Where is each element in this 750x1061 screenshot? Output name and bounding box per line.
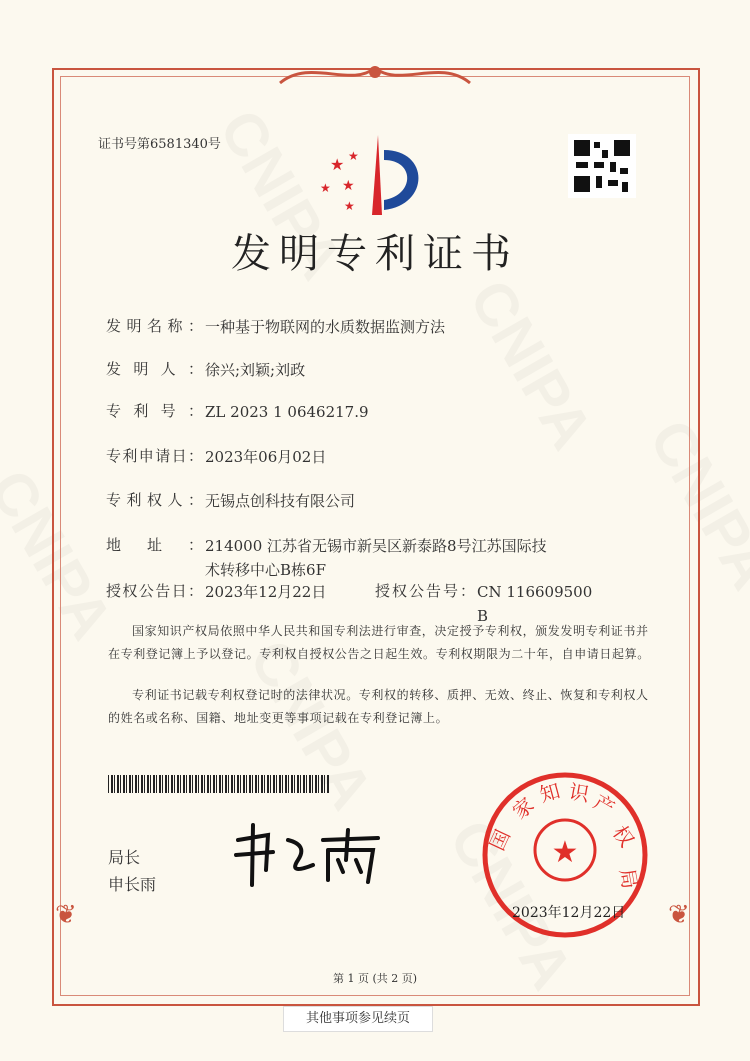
director-name: 申长雨 (108, 875, 157, 894)
svg-text:国: 国 (484, 825, 515, 855)
svg-text:知: 知 (537, 778, 563, 807)
svg-text:产: 产 (589, 789, 619, 821)
field-grant-date: 授权公告日： 2023年12月22日 授权公告号： CN 116609500 B (106, 582, 593, 625)
field-patent-number: 专利号： ZL 2023 1 0646217.9 (106, 402, 369, 421)
barcode (108, 775, 330, 793)
svg-text:★: ★ (330, 155, 345, 174)
certificate-title: 发明专利证书 (231, 231, 519, 277)
top-ornament (270, 58, 480, 94)
field-invention-name: 发明名称： 一种基于物联网的水质数据监测方法 (106, 317, 446, 336)
svg-text:识: 识 (567, 779, 591, 807)
field-inventors: 发明人： 徐兴;刘颖;刘政 (106, 360, 306, 379)
field-address: 地址： 214000 江苏省无锡市新吴区新泰路8号江苏国际技术转移中心B栋6F (106, 536, 547, 579)
seal-date: 2023年12月22日 (512, 905, 626, 921)
legal-paragraph: 专利证书记载专利权登记时的法律状况。专利权的转移、质押、无效、终止、恢复和专利权人的姓名或名称、国籍、地址变更等事项记载在专利登记簿上。 (108, 688, 649, 725)
director-title: 局长 (108, 848, 141, 867)
qr-code (568, 134, 636, 198)
svg-text:★: ★ (344, 199, 355, 213)
field-filing-date: 专利申请日： 2023年06月02日 (106, 447, 327, 466)
svg-text:权: 权 (607, 821, 640, 852)
page-indicator: 第 1 页 (共 2 页) (332, 972, 418, 985)
signature (228, 820, 388, 890)
corner-ornament: ❦ (668, 900, 690, 930)
certificate-number: 证书号第6581340号 (98, 137, 221, 152)
svg-text:★: ★ (348, 149, 359, 163)
field-patentee: 专利权人： 无锡点创科技有限公司 (106, 491, 356, 510)
corner-ornament: ❦ (55, 900, 77, 930)
svg-text:★: ★ (551, 835, 579, 870)
svg-text:局: 局 (615, 866, 643, 891)
legal-paragraph: 国家知识产权局依照中华人民共和国专利法进行审查，决定授予专利权，颁发发明专利证书并在专利登记簿上予以登记。专利权自授权公告之日起生效。专利权期限为二十年，自申请日起算。 (108, 624, 650, 661)
see-continuation-label: 其他事项参见续页 (283, 1006, 433, 1032)
svg-text:★: ★ (342, 178, 355, 194)
svg-text:★: ★ (320, 181, 331, 195)
svg-text:家: 家 (507, 792, 539, 824)
cnipa-logo (320, 130, 430, 220)
